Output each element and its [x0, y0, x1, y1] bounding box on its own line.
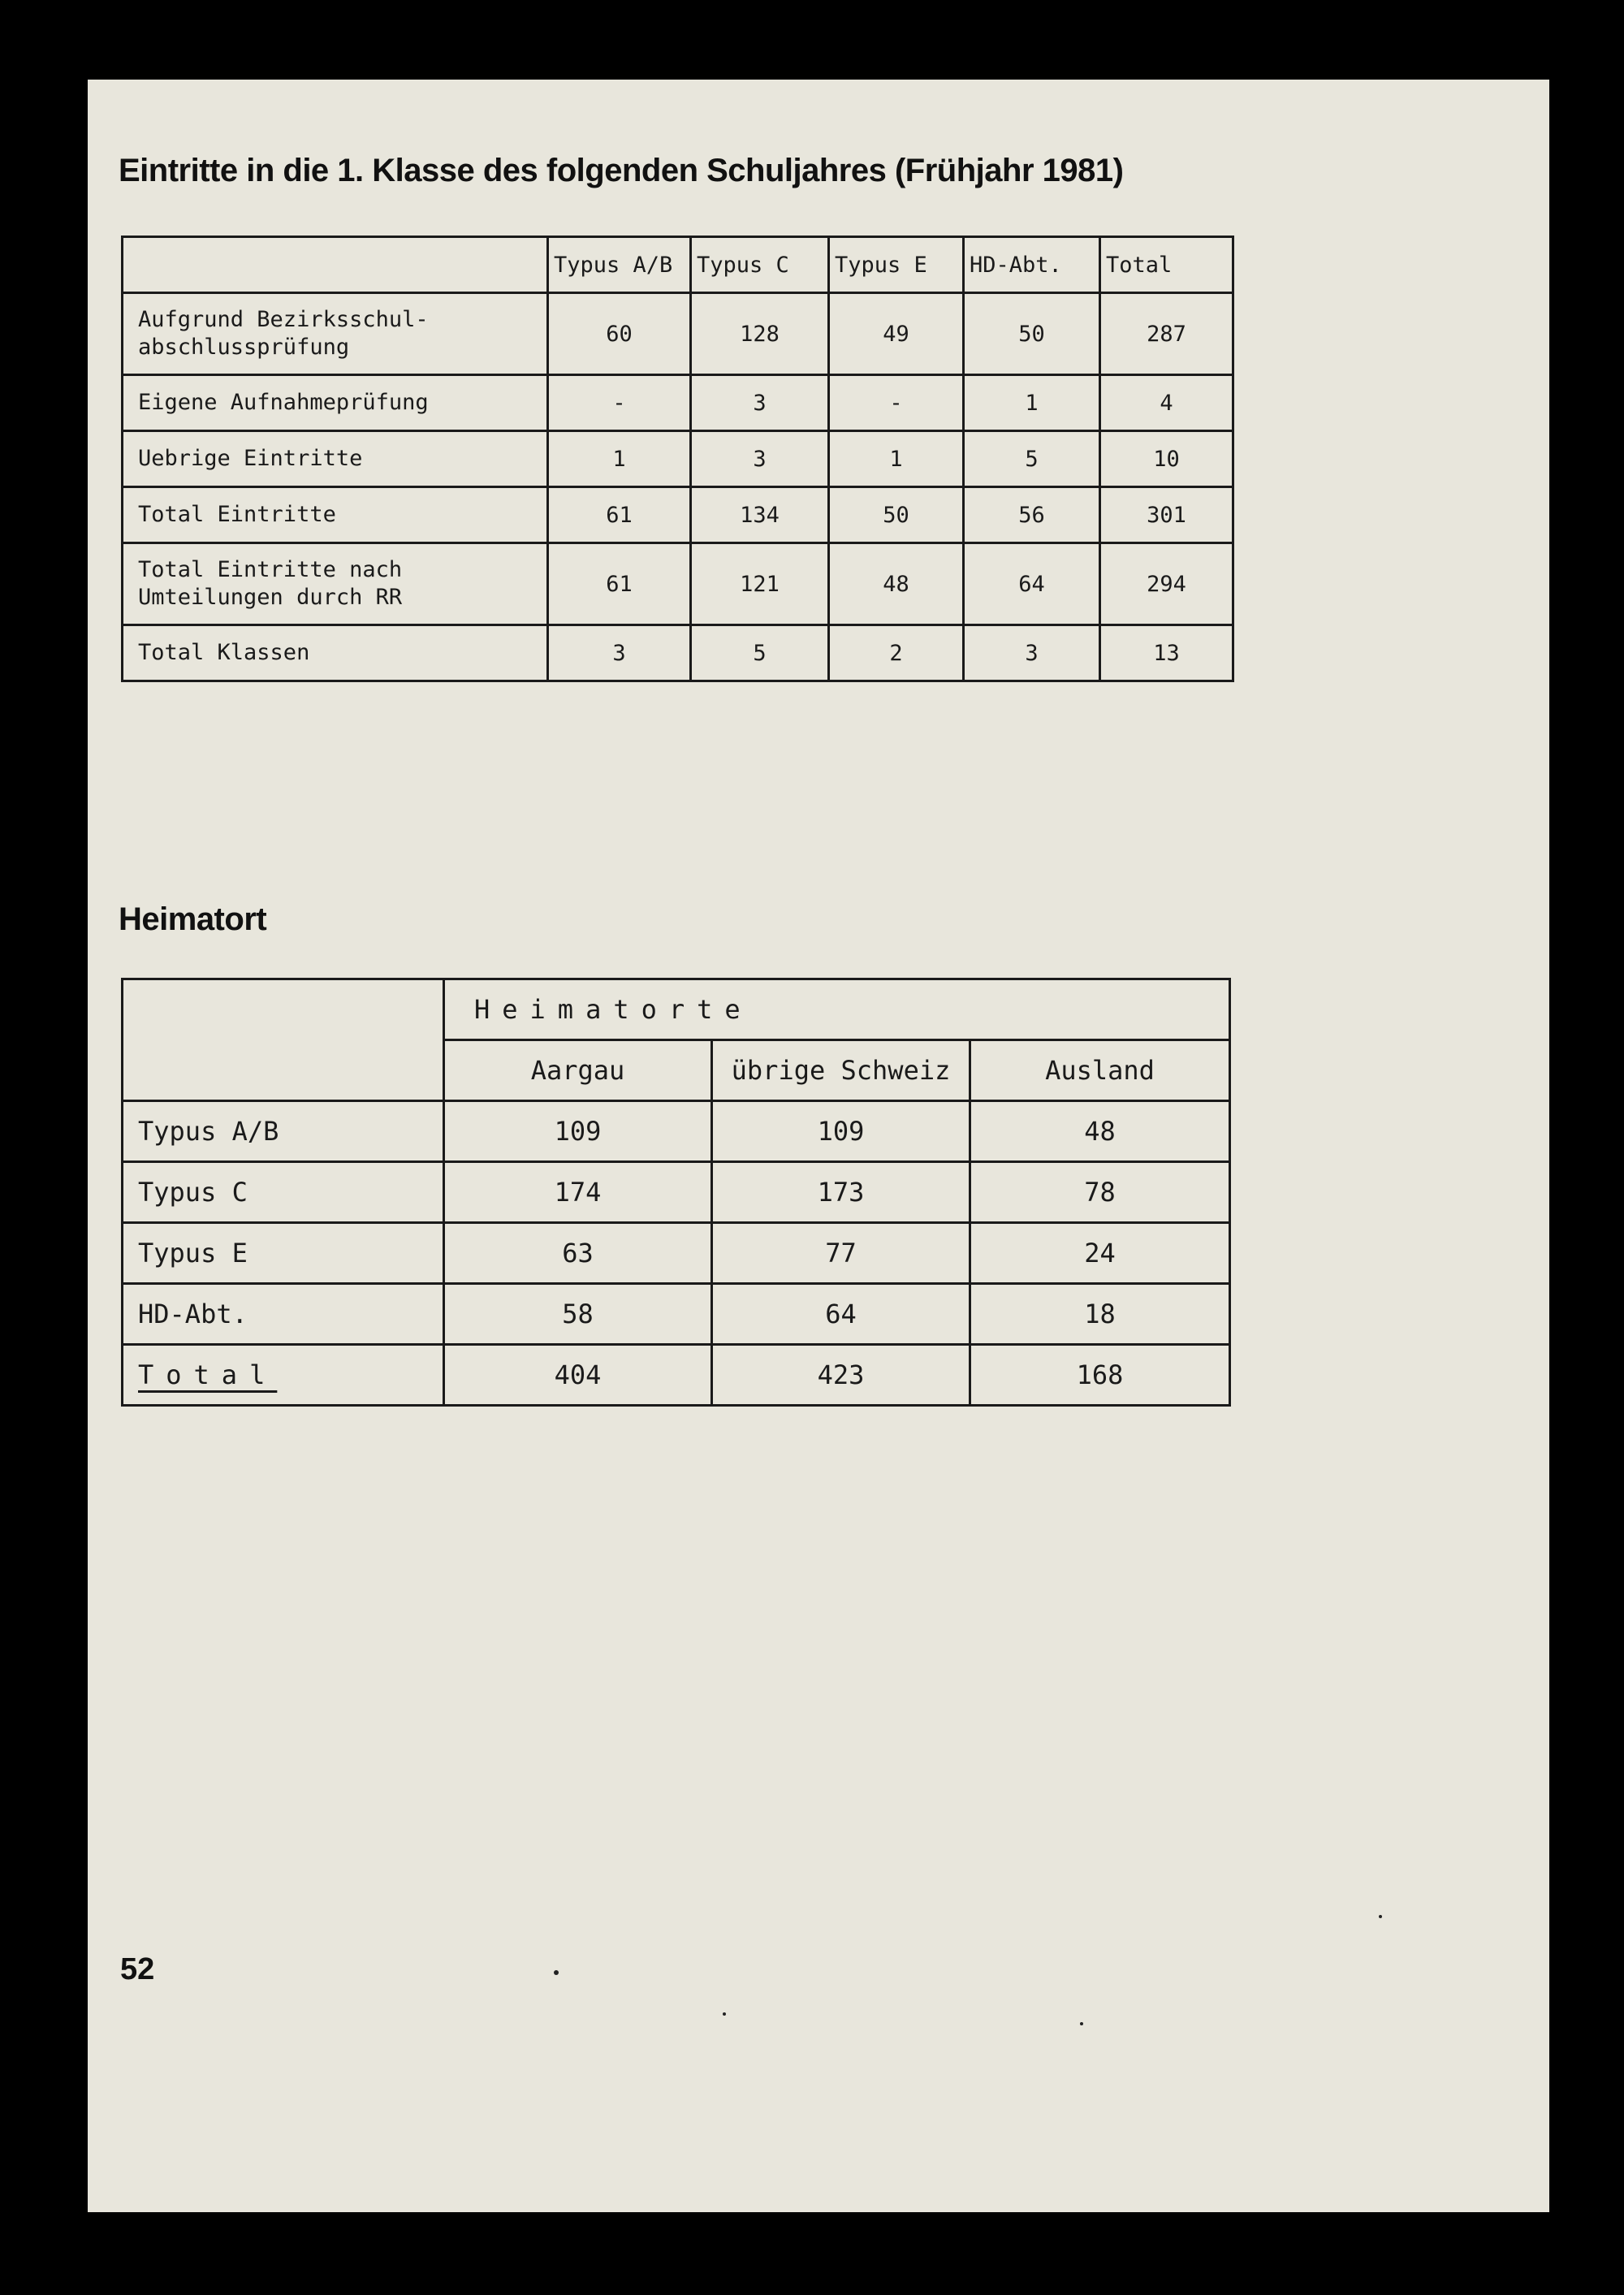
table-cell: 49 — [829, 293, 964, 375]
table-row — [123, 1284, 1230, 1345]
table-row — [123, 543, 1233, 625]
header-cell: Total — [1100, 237, 1233, 293]
row-label: Typus C — [123, 1162, 444, 1223]
row-label: HD-Abt. — [123, 1284, 444, 1345]
scan-speck — [554, 1970, 559, 1975]
table-cell: 64 — [964, 543, 1100, 625]
table-cell: 61 — [548, 543, 691, 625]
table-row — [123, 431, 1233, 487]
table-row — [123, 1345, 1230, 1406]
table-cell: 1 — [548, 431, 691, 487]
total-label: Total — [138, 1359, 278, 1390]
table-cell: 1 — [964, 375, 1100, 431]
table-cell: 404 — [444, 1345, 712, 1406]
table-cell: 3 — [964, 625, 1100, 681]
table-cell: 63 — [444, 1223, 712, 1284]
table-cell: - — [829, 375, 964, 431]
table-cell: - — [548, 375, 691, 431]
table-row — [123, 1101, 1230, 1162]
header-cell: Typus E — [829, 237, 964, 293]
eintritte-table — [121, 236, 1234, 682]
table-cell: 109 — [444, 1101, 712, 1162]
table-row — [123, 487, 1233, 543]
table-cell: 423 — [712, 1345, 970, 1406]
table-cell: 48 — [829, 543, 964, 625]
group-header: Heimatorte — [444, 979, 1230, 1040]
header-cell — [123, 237, 548, 293]
corner-cell — [123, 979, 444, 1101]
header-cell: Typus A/B — [548, 237, 691, 293]
header-cell: HD-Abt. — [964, 237, 1100, 293]
table-header-row — [123, 237, 1233, 293]
row-label: Total Eintritte — [123, 487, 548, 543]
table-cell: 287 — [1100, 293, 1233, 375]
row-label: Total Klassen — [123, 625, 548, 681]
table-cell: 50 — [964, 293, 1100, 375]
table-cell: 24 — [970, 1223, 1230, 1284]
table-cell: 78 — [970, 1162, 1230, 1223]
table-cell: 10 — [1100, 431, 1233, 487]
table-cell: 4 — [1100, 375, 1233, 431]
table-cell: 109 — [712, 1101, 970, 1162]
heimatort-table — [121, 978, 1231, 1407]
scan-speck — [1379, 1915, 1382, 1918]
table-cell: 174 — [444, 1162, 712, 1223]
table-cell: 2 — [829, 625, 964, 681]
table-cell: 3 — [548, 625, 691, 681]
row-label: Eigene Aufnahmeprüfung — [123, 375, 548, 431]
table-cell: 18 — [970, 1284, 1230, 1345]
table-cell: 5 — [964, 431, 1100, 487]
table-cell: 168 — [970, 1345, 1230, 1406]
page-number: 52 — [120, 1952, 155, 1986]
table-row — [123, 1162, 1230, 1223]
table-row — [123, 293, 1233, 375]
scan-speck — [723, 2012, 726, 2016]
header-cell: übrige Schweiz — [712, 1040, 970, 1101]
table-row — [123, 375, 1233, 431]
table-cell: 58 — [444, 1284, 712, 1345]
table-cell: 50 — [829, 487, 964, 543]
row-label: Aufgrund Bezirksschul- abschlussprüfung — [123, 293, 548, 375]
header-cell: Typus C — [691, 237, 829, 293]
section-title-eintritte: Eintritte in die 1. Klasse des folgenden Schuljahres (Frühjahr 1981) — [119, 153, 1124, 188]
header-cell: Ausland — [970, 1040, 1230, 1101]
table-cell: 134 — [691, 487, 829, 543]
table-cell: 64 — [712, 1284, 970, 1345]
table-cell: 128 — [691, 293, 829, 375]
header-cell: Aargau — [444, 1040, 712, 1101]
row-label: Typus E — [123, 1223, 444, 1284]
table-cell: 13 — [1100, 625, 1233, 681]
table-cell: 1 — [829, 431, 964, 487]
table-cell: 121 — [691, 543, 829, 625]
table-row — [123, 625, 1233, 681]
table-cell: 56 — [964, 487, 1100, 543]
table-cell: 77 — [712, 1223, 970, 1284]
table-cell: 173 — [712, 1162, 970, 1223]
table-cell: 3 — [691, 375, 829, 431]
scan-speck — [1080, 2022, 1083, 2025]
table-cell: 48 — [970, 1101, 1230, 1162]
row-label: Uebrige Eintritte — [123, 431, 548, 487]
table-group-header-row — [123, 979, 1230, 1040]
table-row — [123, 1223, 1230, 1284]
table-cell: 301 — [1100, 487, 1233, 543]
table-cell: 5 — [691, 625, 829, 681]
section-title-heimatort: Heimatort — [119, 901, 267, 937]
table-cell: 3 — [691, 431, 829, 487]
row-label: Total Eintritte nach Umteilungen durch RR — [123, 543, 548, 625]
table-cell: 294 — [1100, 543, 1233, 625]
row-label: Typus A/B — [123, 1101, 444, 1162]
table-cell: 61 — [548, 487, 691, 543]
table-cell: 60 — [548, 293, 691, 375]
row-label — [123, 1345, 444, 1406]
